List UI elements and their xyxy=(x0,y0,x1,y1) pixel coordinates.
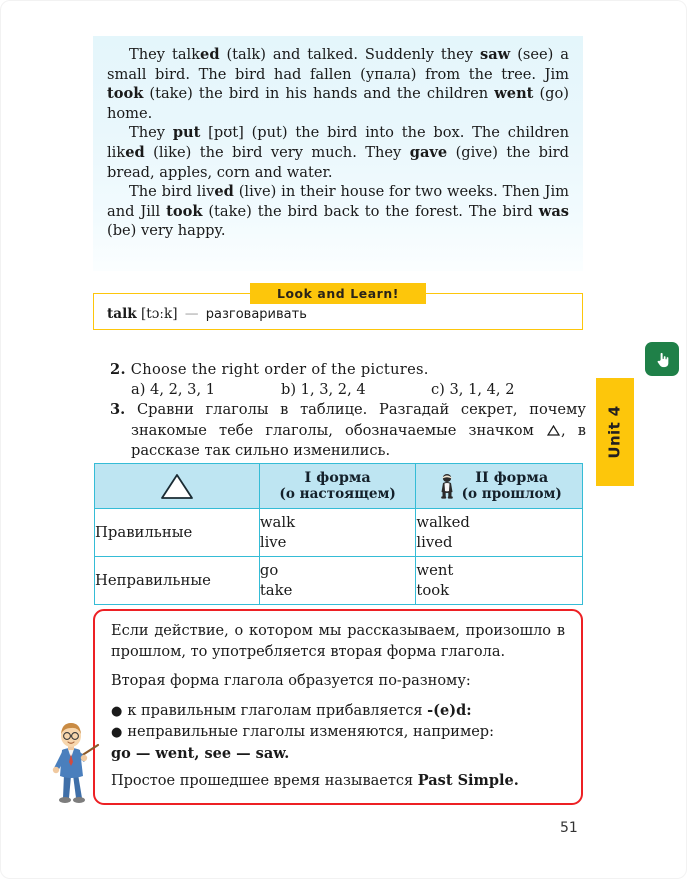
rule-bullet-2-text: неправильные глаголы изменяются, например: xyxy=(127,724,494,740)
bullet-icon: ● xyxy=(111,703,123,719)
verb-forms-table xyxy=(94,463,583,605)
exercise-2-prompt: Choose the right order of the pictures. xyxy=(130,361,429,378)
rule-paragraph-3 xyxy=(111,771,565,792)
exercise-2 xyxy=(110,360,590,400)
pointing-hand-icon xyxy=(652,349,673,370)
table-row xyxy=(95,557,583,605)
form-2-title: II форма xyxy=(475,469,549,486)
exercise-2-option-a[interactable]: a) 4, 2, 3, 1 xyxy=(131,381,216,398)
unit-tab-label: Unit 4 xyxy=(606,405,625,459)
look-and-learn-label: Look and Learn! xyxy=(276,286,400,301)
row-1-form-2 xyxy=(416,509,583,557)
row-1-form-1-line-2: live xyxy=(259,533,287,551)
exercise-3-body xyxy=(110,400,587,462)
table-header-symbol-cell xyxy=(95,464,260,509)
rule-paragraph-3-bold: Past Simple. xyxy=(417,772,519,789)
story-paragraph-1: They talked (talk) and talked. Suddenly they saw (see) a small bird. The bird had fallen (упала) from the tree. Jim took (take) the bird in his hands and the children went (go) home. xyxy=(107,46,570,122)
table-header-row xyxy=(95,464,583,509)
rule-paragraph-2: Вторая форма глагола образуется по-разному: xyxy=(111,673,471,689)
exercise-3 xyxy=(110,400,586,462)
rule-examples-text: go — went, see — saw. xyxy=(111,744,290,762)
past-figure-icon xyxy=(437,473,457,499)
rule-paragraph-3-text: Простое прошедшее время называется xyxy=(111,773,418,789)
story-text-box xyxy=(93,36,583,271)
story-paragraph-3: The bird lived (live) in their house for two weeks. Then Jim and Jill took (take) the bird back to the forest. The bird was (be) very happy. xyxy=(107,183,569,240)
row-2-category: Неправильные xyxy=(95,557,260,605)
row-1-form-1-line-1: walk xyxy=(259,513,296,531)
rule-bullet-1-text: к правильным глаголам прибавляется xyxy=(127,702,428,719)
row-2-form-2-line-1: went xyxy=(416,561,454,579)
rule-examples xyxy=(111,744,565,765)
rule-bullet-1-bold: -(e)d: xyxy=(427,701,472,719)
interactive-hand-icon[interactable] xyxy=(645,342,679,376)
rule-paragraph-1: Если действие, о котором мы рассказываем, произошло в прошлом, то употребляется вторая форма глагола. xyxy=(111,623,565,660)
exercise-3-number: 3. xyxy=(110,401,126,418)
table-header-form-2 xyxy=(416,464,583,509)
exercise-2-option-c[interactable]: c) 3, 1, 4, 2 xyxy=(431,381,515,398)
table-header-form-1 xyxy=(259,464,416,509)
grammar-rule-box xyxy=(93,609,583,805)
triangle-icon xyxy=(160,473,194,500)
row-2-form-1-line-1: go xyxy=(259,561,279,579)
exercise-2-number: 2. xyxy=(110,361,126,378)
vocab-word: talk xyxy=(107,306,137,322)
row-1-form-2-line-1: walked xyxy=(416,513,470,531)
row-1-form-2-line-2: lived xyxy=(416,533,453,551)
vocab-transcription: [tɔːk] xyxy=(141,306,178,322)
row-2-form-2-line-2: took xyxy=(416,581,450,599)
vocabulary-entry xyxy=(107,306,307,322)
page-number: 51 xyxy=(560,820,578,836)
table-row xyxy=(95,509,583,557)
look-and-learn-banner xyxy=(250,283,426,304)
exercise-3-text-part2: , в рассказе так сильно изменились. xyxy=(131,421,587,459)
vocab-dash: — xyxy=(184,306,199,322)
unit-tab[interactable] xyxy=(596,378,634,486)
row-2-form-1 xyxy=(259,557,416,605)
exercise-2-options xyxy=(131,380,590,400)
form-2-subtitle: (о прошлом) xyxy=(461,486,562,502)
form-1-title: I форма xyxy=(304,469,371,486)
row-2-form-1-line-2: take xyxy=(259,581,293,599)
exercise-2-prompt-line xyxy=(110,360,590,380)
exercise-2-option-b[interactable]: b) 1, 3, 2, 4 xyxy=(281,381,366,398)
exercise-3-text-part1: Сравни глаголы в таблице. Разгадай секрет, почему знакомые тебе глаголы, обозначаемые значком xyxy=(131,401,586,439)
row-1-form-1 xyxy=(259,509,416,557)
triangle-icon xyxy=(547,425,560,436)
form-1-subtitle: (о настоящем) xyxy=(279,486,396,502)
teacher-illustration xyxy=(40,716,102,806)
vocab-translation: разговаривать xyxy=(205,307,307,322)
rule-bullet-2 xyxy=(111,722,565,744)
row-2-form-2 xyxy=(416,557,583,605)
story-paragraph-2: They put [pʊt] (put) the bird into the box. The children liked (like) the bird very much. They gave (give) the bird bread, apples, corn and water. xyxy=(107,124,569,181)
bullet-icon: ● xyxy=(111,725,123,740)
rule-bullet-1 xyxy=(111,701,565,723)
row-1-category: Правильные xyxy=(95,509,260,557)
rule-bullet-list xyxy=(111,701,565,765)
